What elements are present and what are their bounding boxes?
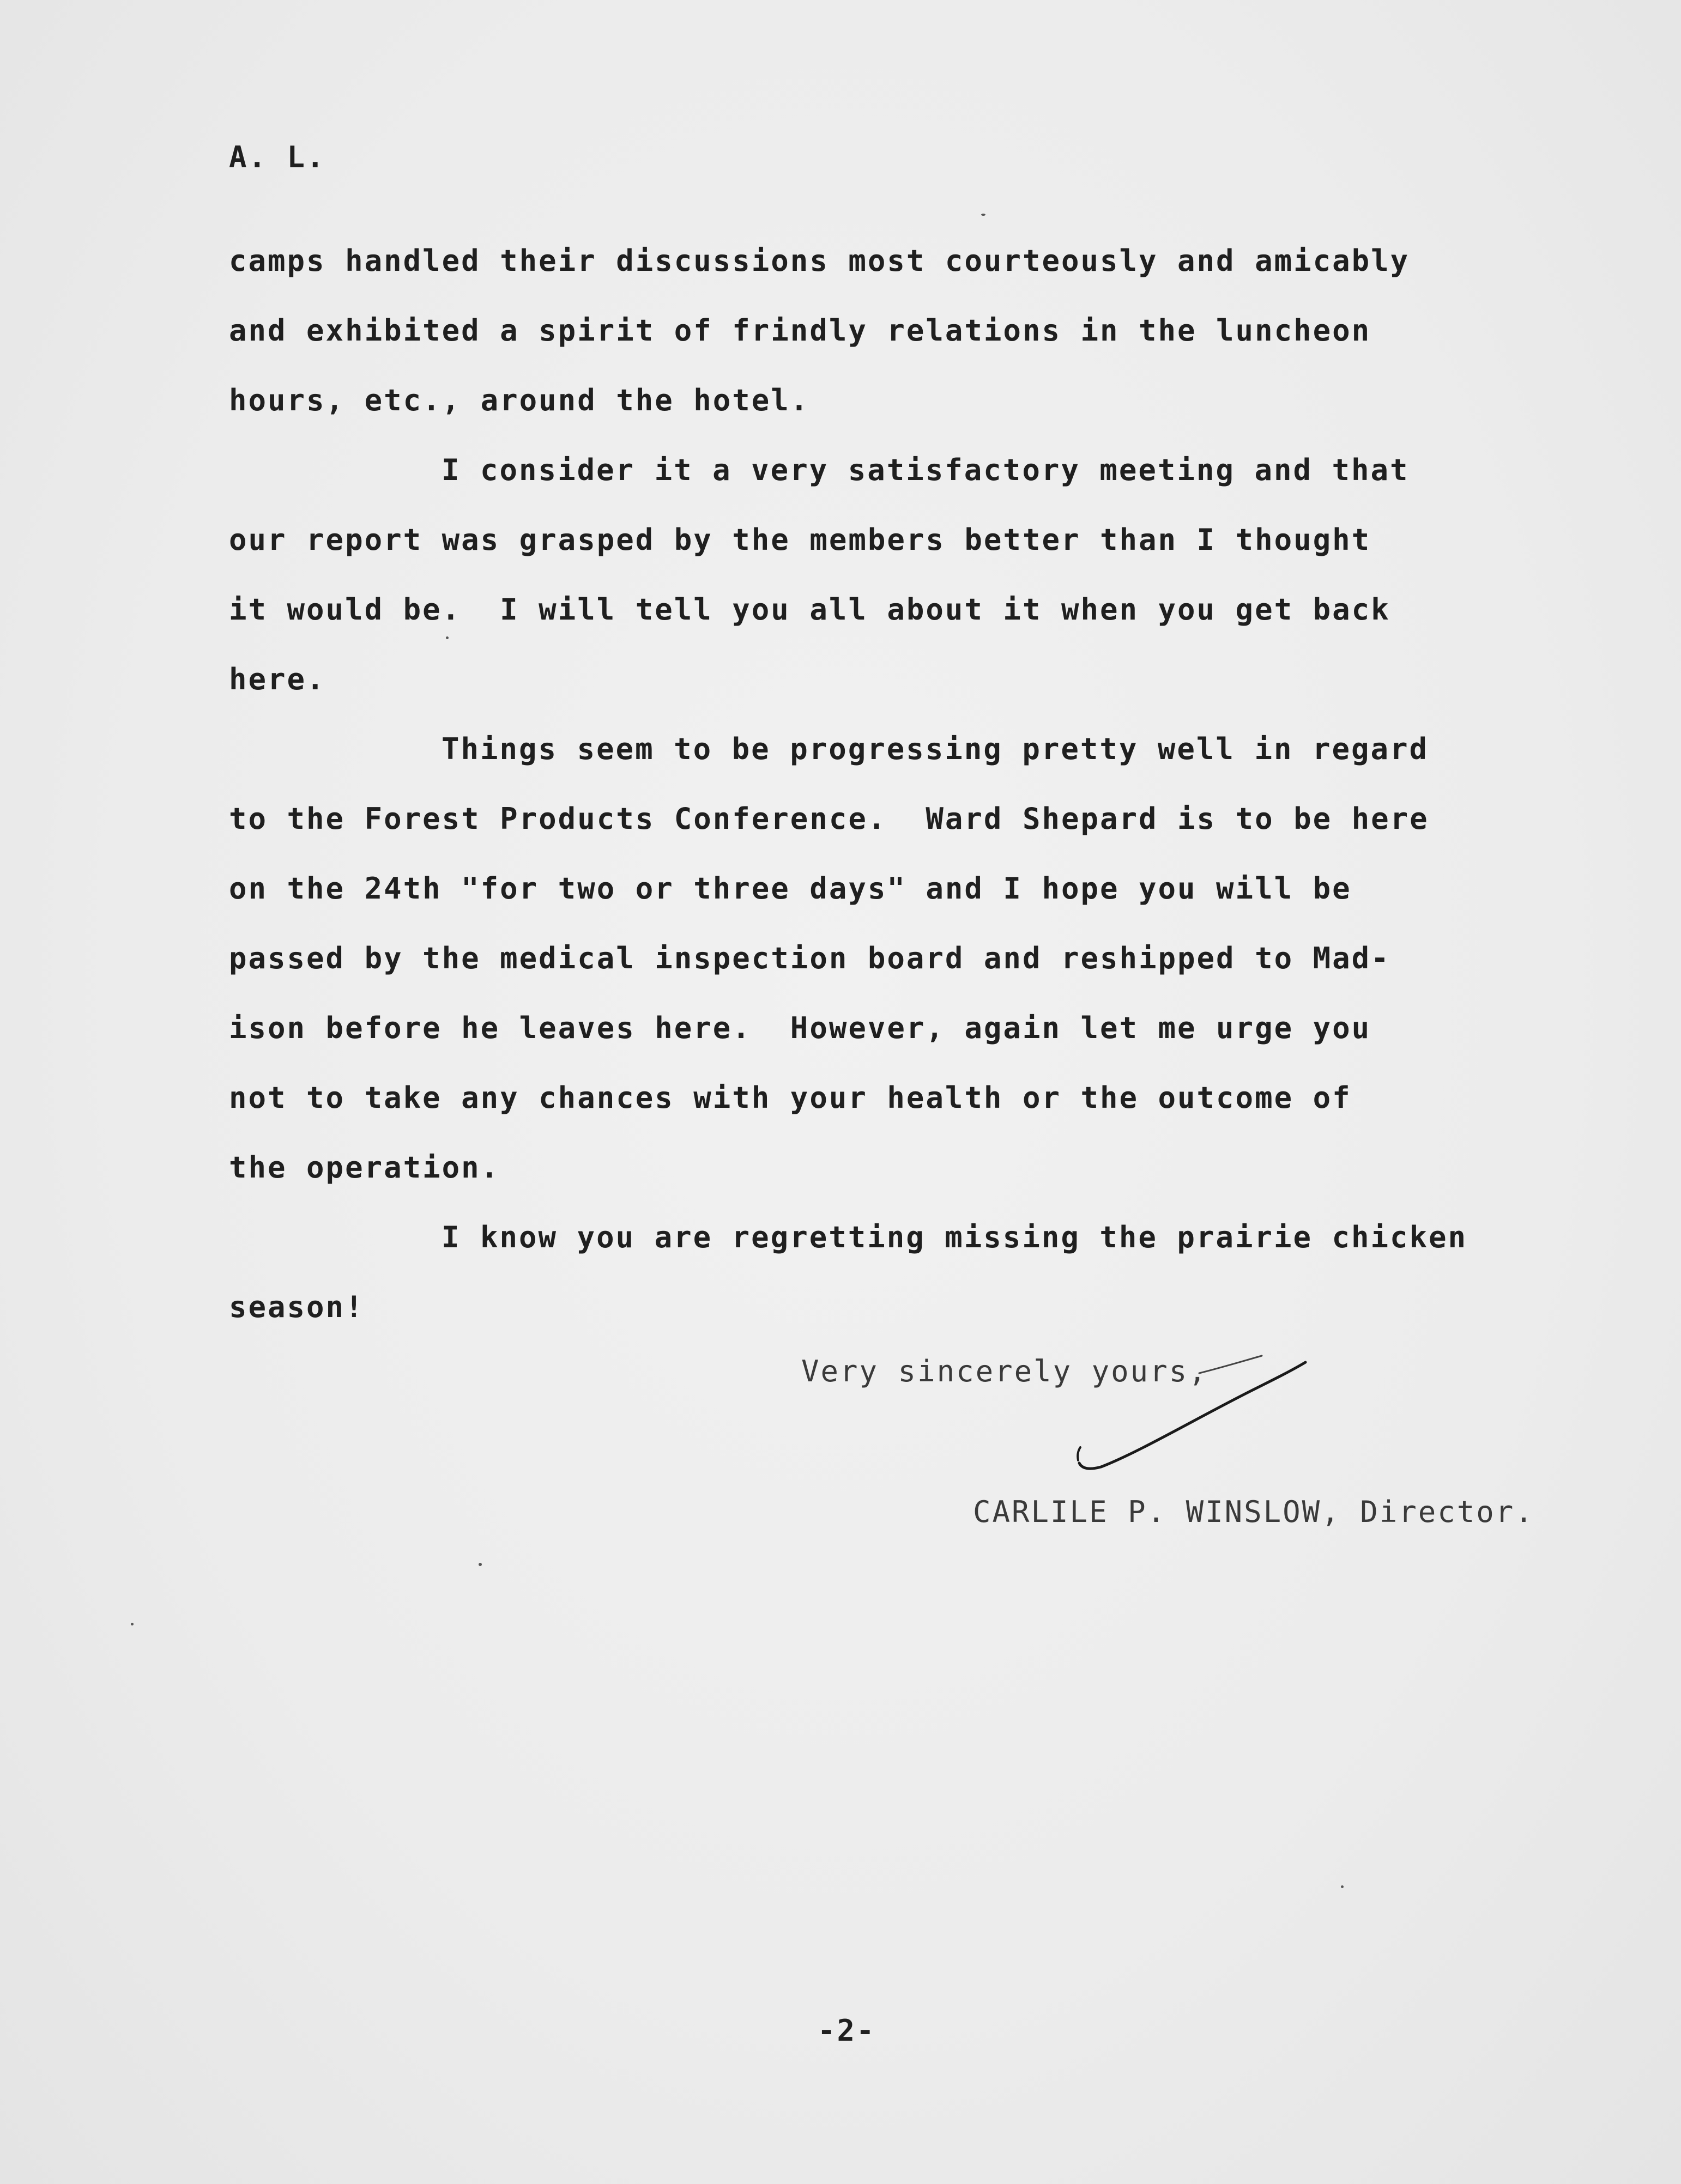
body-line: not to take any chances with your health or the outcome of <box>229 1081 1352 1115</box>
signature-stroke <box>1057 1351 1308 1482</box>
paper-speck <box>446 636 449 639</box>
paper-speck <box>131 1623 134 1625</box>
body-line: and exhibited a spirit of frindly relations in the luncheon <box>229 313 1371 348</box>
closing-salutation: Very sincerely yours, <box>801 1354 1208 1388</box>
signer-name: CARLILE P. WINSLOW, Director. <box>973 1495 1534 1529</box>
body-line: on the 24th "for two or three days" and I hope you will be <box>229 871 1352 906</box>
body-line: camps handled their discussions most courteously and amicably <box>229 244 1410 278</box>
recipient-initials: A. L. <box>229 140 326 174</box>
paper-speck <box>981 214 985 216</box>
body-line: here. <box>229 662 326 696</box>
body-line: to the Forest Products Conference. Ward Shepard is to be here <box>229 802 1429 836</box>
body-line: the operation. <box>229 1150 500 1185</box>
body-line: Things seem to be progressing pretty well in regard <box>442 732 1429 766</box>
body-line: I consider it a very satisfactory meeting and that <box>442 453 1410 487</box>
body-line: passed by the medical inspection board and reshipped to Mad- <box>229 941 1390 975</box>
paper-speck <box>1341 1885 1344 1888</box>
body-line: our report was grasped by the members better than I thought <box>229 523 1371 557</box>
body-line: it would be. I will tell you all about it when you get back <box>229 592 1390 627</box>
body-line: I know you are regretting missing the prairie chicken <box>442 1220 1468 1254</box>
body-line: ison before he leaves here. However, again let me urge you <box>229 1011 1371 1045</box>
paper-speck <box>479 1563 482 1566</box>
page-number: -2- <box>818 2013 876 2048</box>
body-line: season! <box>229 1290 365 1324</box>
body-line: hours, etc., around the hotel. <box>229 383 810 417</box>
